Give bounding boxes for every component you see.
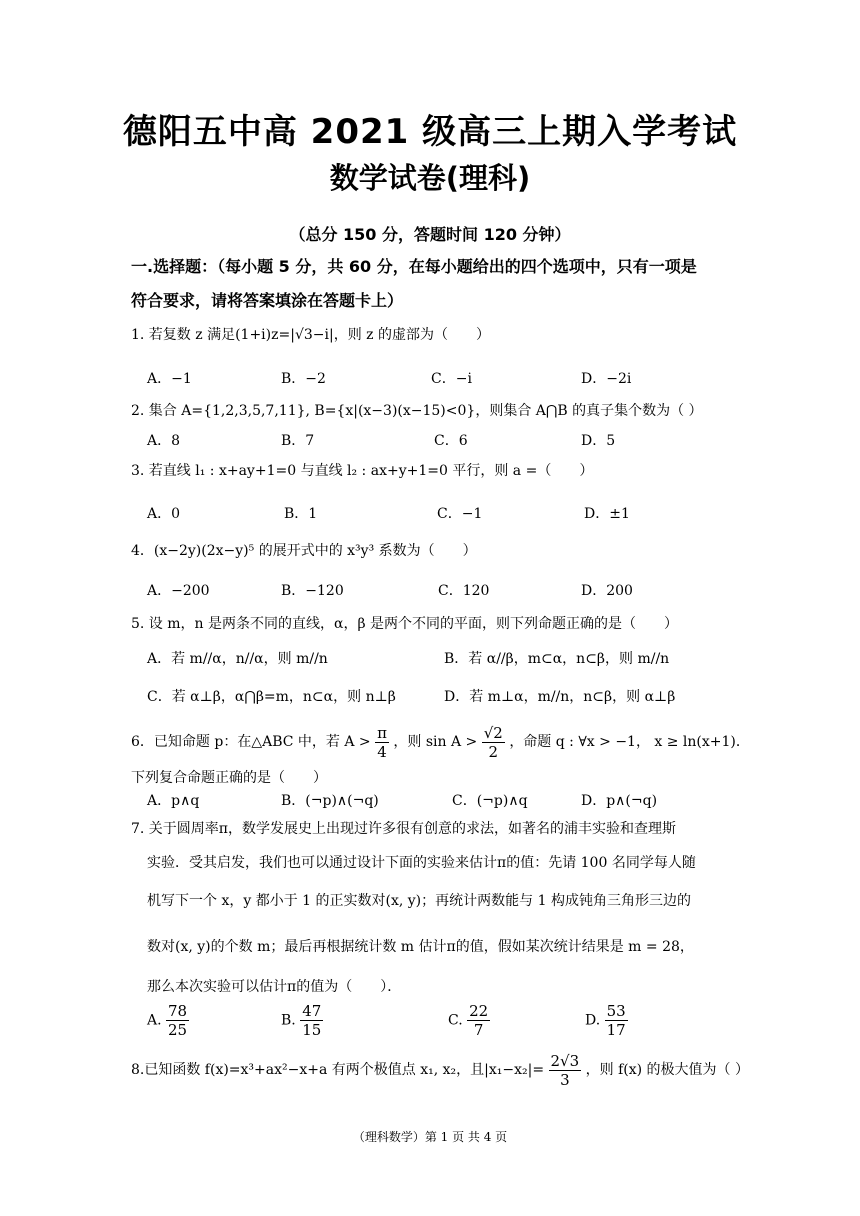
question-8-stem	[131, 1050, 749, 1090]
question-7-line-3: 机写下一个 x，y 都小于 1 的正实数对(x, y)；再统计两数能与 1 构成钝角三角形三边的	[147, 893, 691, 909]
question-4-stem: 4．(x−2y)(2x−y)⁵ 的展开式中的 x³y³ 系数为（ ）	[131, 543, 477, 559]
question-7-option-a	[147, 1002, 189, 1039]
fraction-numerator: π	[377, 723, 387, 742]
option-fraction	[166, 1002, 189, 1039]
question-5-option-d: D．若 m⊥α，m//n，n⊂β，则 α⊥β	[444, 689, 676, 705]
fraction-numerator: 78	[168, 1002, 188, 1020]
fraction-numerator: 2√3	[550, 1051, 580, 1070]
question-4-option-b: B．−120	[281, 583, 344, 599]
section-heading-line1: 一.选择题：（每小题 5 分，共 60 分，在每小题给出的四个选项中，只有一项是	[131, 257, 697, 276]
question-1-option-b: B．−2	[281, 371, 326, 387]
fraction-denominator: 3	[560, 1070, 570, 1089]
question-4-option-d: D．200	[581, 583, 633, 599]
option-label: B.	[281, 1012, 296, 1029]
question-8-stem-pre: 8.已知函数 f(x)=x³+ax²−x+a 有两个极值点 x₁, x₂，且|x₁−x₂|=	[131, 1062, 545, 1078]
question-7-option-c	[448, 1002, 490, 1039]
question-1-option-c: C．−i	[431, 371, 472, 387]
option-fraction	[467, 1002, 490, 1039]
fraction-denominator: 25	[168, 1021, 188, 1039]
question-6-stem	[131, 722, 750, 762]
question-4-option-a: A．−200	[147, 583, 210, 599]
fraction-numerator: 53	[606, 1002, 626, 1020]
question-7-line-1: 7. 关于圆周率π，数学发展史上出现过许多很有创意的求法，如著名的浦丰实验和查理斯	[131, 821, 677, 837]
fraction-numerator: √2	[483, 723, 503, 742]
question-6-option-d: D．p∧(¬q)	[581, 793, 658, 809]
question-1-option-a: A．−1	[147, 371, 192, 387]
question-6-fraction-root2-over-2	[482, 724, 505, 761]
fraction-numerator: 22	[469, 1002, 489, 1020]
question-2-option-a: A．8	[147, 433, 181, 449]
question-8-stem-post: ，则 f(x) 的极大值为（ ）	[585, 1062, 749, 1078]
fraction-denominator: 17	[606, 1021, 626, 1039]
question-5-option-c: C．若 α⊥β，α⋂β=m，n⊂α，则 n⊥β	[147, 689, 396, 705]
question-2-option-d: D．5	[581, 433, 616, 449]
option-label: A.	[147, 1012, 162, 1029]
exam-note: （总分 150 分，答题时间 120 分钟）	[289, 225, 571, 244]
question-6-stem-mid: ，则 sin A >	[393, 734, 478, 750]
question-1-option-d: D．−2i	[581, 371, 632, 387]
exam-title: 德阳五中高 2021 级高三上期入学考试	[122, 112, 738, 152]
exam-subtitle: 数学试卷(理科)	[329, 161, 531, 195]
question-5-stem: 5. 设 m，n 是两条不同的直线，α，β 是两个不同的平面，则下列命题正确的是（ ）	[131, 616, 678, 632]
fraction-denominator: 15	[302, 1021, 322, 1039]
question-6-option-b: B．(¬p)∧(¬q)	[281, 793, 379, 809]
question-2-option-b: B．7	[281, 433, 315, 449]
question-7-line-5: 那么本次实验可以估计π的值为（ ）．	[147, 979, 402, 995]
question-6-stem-post: ，命题 q : ∀x > −1， x ≥ ln(x+1)．	[509, 734, 750, 750]
question-3-option-a: A．0	[147, 506, 181, 522]
fraction-denominator: 4	[377, 742, 387, 761]
fraction-numerator: 47	[302, 1002, 322, 1020]
question-5-option-a: A．若 m//α，n//α，则 m//n	[147, 651, 328, 667]
question-6-stem-pre: 6．已知命题 p：在△ABC 中，若 A >	[131, 734, 371, 750]
page-footer: （理科数学）第 1 页 共 4 页	[352, 1130, 508, 1144]
question-1-stem: 1. 若复数 z 满足(1+i)z=|√3−i|，则 z 的虚部为（ ）	[131, 327, 490, 343]
question-2-option-c: C．6	[434, 433, 468, 449]
option-label: D.	[585, 1012, 601, 1029]
section-heading-line2: 符合要求，请将答案填涂在答题卡上）	[131, 291, 404, 310]
fraction-denominator: 2	[488, 742, 499, 761]
question-3-option-b: B．1	[284, 506, 318, 522]
question-3-option-c: C．−1	[437, 506, 483, 522]
question-7-line-2: 实验．受其启发，我们也可以通过设计下面的实验来估计π的值：先请 100 名同学每人随	[147, 855, 696, 871]
option-fraction	[300, 1002, 323, 1039]
question-6-fraction-pi-over-4	[375, 724, 389, 761]
question-4-option-c: C．120	[438, 583, 490, 599]
question-7-line-4: 数对(x, y)的个数 m；最后再根据统计数 m 估计π的值，假如某次统计结果是 m = 28，	[147, 939, 694, 955]
question-5-option-b: B．若 α//β，m⊂α，n⊂β，则 m//n	[444, 651, 670, 667]
question-8-fraction	[549, 1052, 582, 1089]
question-6-option-a: A．p∧q	[147, 793, 200, 809]
question-3-option-d: D．±1	[584, 506, 630, 522]
question-7-option-d	[585, 1002, 628, 1039]
question-2-stem: 2. 集合 A={1,2,3,5,7,11}, B={x|(x−3)(x−15)<0}，则集合 A⋂B 的真子集个数为（ ）	[131, 403, 703, 419]
question-6-stem-line2: 下列复合命题正确的是（ ）	[131, 770, 327, 786]
option-fraction	[605, 1002, 628, 1039]
question-6-option-c: C．(¬p)∧q	[452, 793, 528, 809]
question-7-option-b	[281, 1002, 323, 1039]
question-3-stem: 3. 若直线 l₁ : x+ay+1=0 与直线 l₂ : ax+y+1=0 平行，则 a =（ ）	[131, 463, 594, 479]
fraction-denominator: 7	[473, 1021, 484, 1039]
option-label: C.	[448, 1012, 463, 1029]
